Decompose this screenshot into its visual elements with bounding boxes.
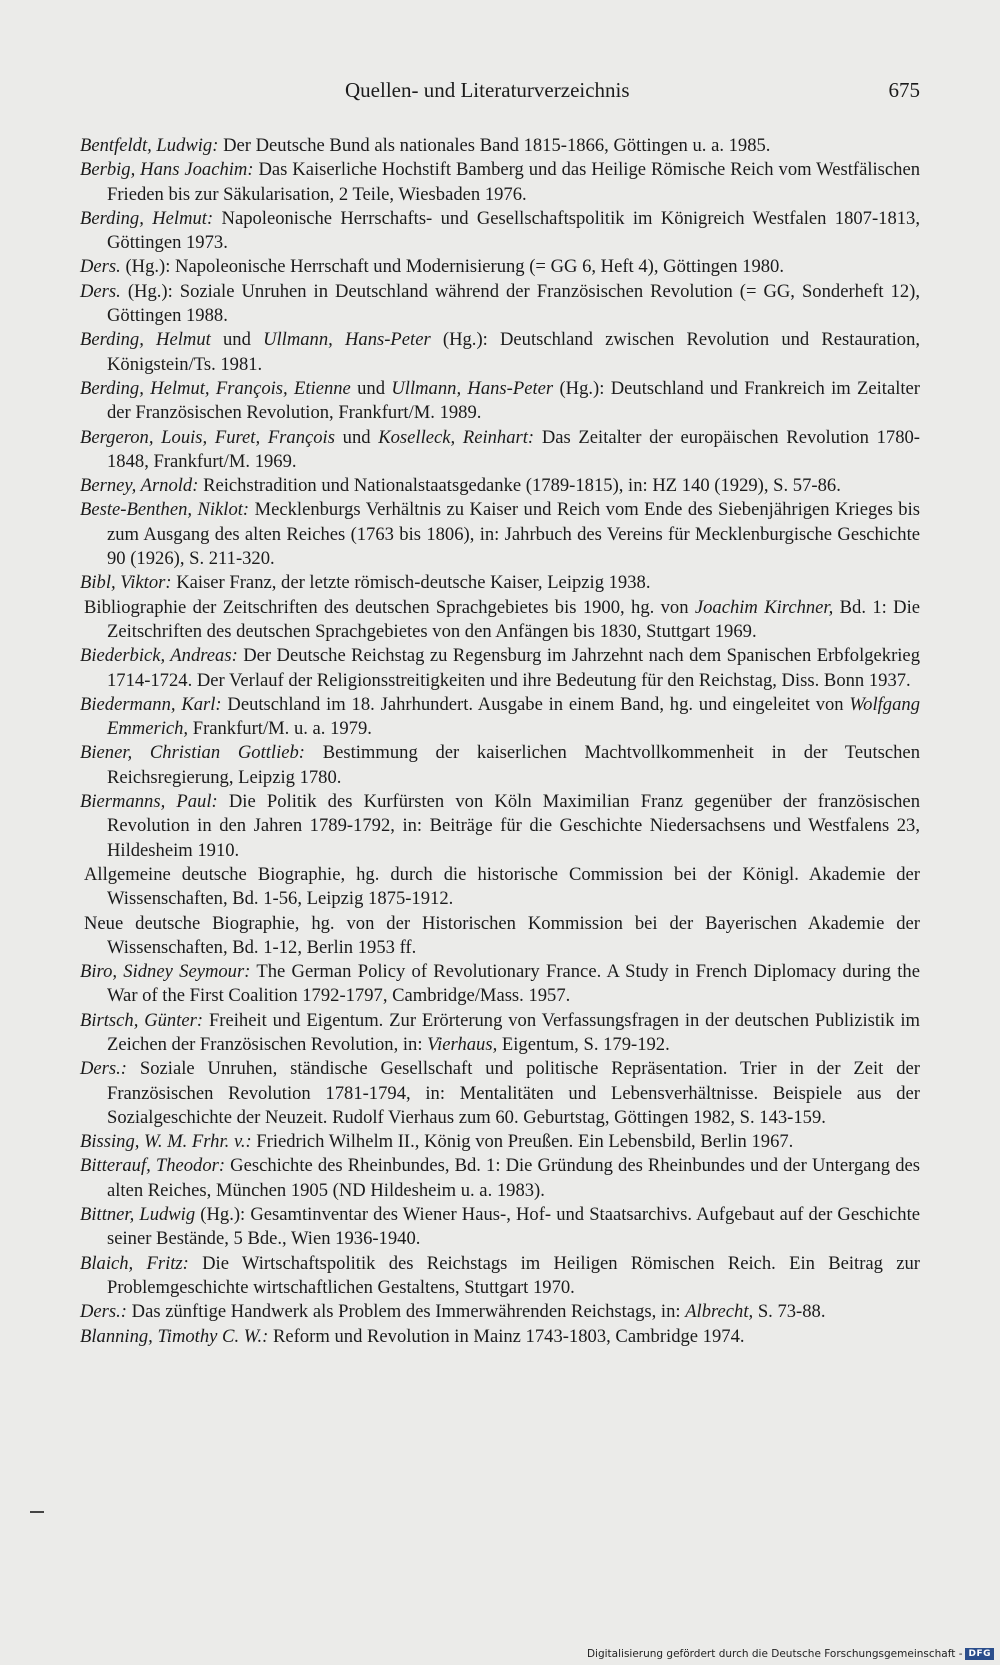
bibliography-entry	[80, 255, 920, 279]
bibliography-entry	[80, 134, 920, 158]
bibliography-entry	[80, 498, 920, 571]
entry-author: Albrecht,	[685, 1301, 754, 1323]
entry-text: und	[350, 377, 392, 399]
bibliography-entry	[80, 644, 920, 693]
entry-author: Bergeron, Louis, Furet, François	[80, 426, 335, 448]
bibliography-entry	[80, 960, 920, 1009]
entry-author: Berding, Helmut:	[80, 207, 214, 229]
bibliography-entry	[80, 1203, 920, 1252]
entry-text: Bd. 1: Die Zeitschriften des deutschen Sprachgebietes von den Anfängen bis 1830, Stuttgart 1969.	[107, 596, 920, 642]
page-number: 675	[888, 78, 920, 102]
entry-text: Das Zeitalter der europäischen Revolution 1780-1848, Frankfurt/M. 1969.	[107, 426, 920, 472]
bibliography-entry	[80, 1057, 920, 1130]
entry-author: Joachim Kirchner,	[694, 596, 834, 618]
entry-text: Bestimmung der kaiserlichen Machtvollkommenheit in der Teutschen Reichsregierung, Leipzig 1780.	[107, 742, 920, 788]
entry-text: Mecklenburgs Verhältnis zu Kaiser und Reich vom Ende des Siebenjährigen Krieges bis zum Ausgang des alten Reiches (1763 bis 1806), in: Jahrbuch des Vereins für Mecklenburgische Geschichte 90 (1926), S. 211-320.	[107, 499, 920, 570]
entry-author: Biederbick, Andreas:	[80, 645, 238, 667]
entry-text: Freiheit und Eigentum. Zur Erörterung von Verfassungsfragen in der deutschen Publizistik im Zeichen der Französischen Revolution, in:	[107, 1009, 920, 1055]
entry-text: S. 73-88.	[753, 1301, 826, 1323]
entry-author: Ullmann, Hans-Peter	[263, 329, 431, 351]
bibliography-entry	[80, 1300, 920, 1324]
bibliography-entry	[80, 426, 920, 475]
entry-text: Der Deutsche Bund als nationales Band 1815-1866, Göttingen u. a. 1985.	[218, 135, 771, 156]
bibliography-entry	[80, 790, 920, 863]
entry-author: Bittner, Ludwig	[80, 1204, 196, 1226]
entry-text: Allgemeine deutsche Biographie, hg. durch die historische Commission bei der Königl. Akademie der Wissenschaften, Bd. 1-56, Leipzig 1875-1912.	[84, 863, 920, 910]
entry-text: Geschichte des Rheinbundes, Bd. 1: Die Gründung des Rheinbundes und der Untergang des alten Reiches, München 1905 (ND Hildesheim u. a. 1983).	[107, 1155, 920, 1201]
entry-author: Koselleck, Reinhart:	[378, 426, 535, 448]
bibliography-entry	[80, 1154, 920, 1203]
entry-text: Reform und Revolution in Mainz 1743-1803, Cambridge 1974.	[268, 1325, 745, 1347]
dfg-logo: DFG	[965, 1648, 994, 1660]
entry-text: (Hg.): Deutschland zwischen Revolution und Restauration, Königstein/Ts. 1981.	[107, 329, 921, 375]
entry-author: Ders.:	[80, 1058, 127, 1080]
entry-author: Ders.:	[80, 1301, 127, 1323]
entry-author: Berney, Arnold:	[80, 475, 199, 497]
bibliography-entry	[80, 1252, 920, 1301]
entry-text: und	[210, 329, 264, 351]
entry-author: Berding, Helmut	[80, 329, 211, 351]
entry-author: Biedermann, Karl:	[80, 693, 222, 715]
bibliography-entry	[80, 207, 920, 256]
margin-mark	[30, 1511, 44, 1513]
digitization-footer	[587, 1648, 994, 1660]
bibliography-entry	[80, 328, 920, 377]
entry-text: Neue deutsche Biographie, hg. von der Historischen Kommission bei der Bayerischen Akademie der Wissenschaften, Bd. 1-12, Berlin 1953 ff.	[84, 912, 920, 958]
entry-text: (Hg.): Deutschland und Frankreich im Zeitalter der Französischen Revolution, Frankfurt/M. 1989.	[107, 377, 920, 424]
entry-author: Ders.	[80, 280, 121, 302]
bibliography-entry	[80, 571, 920, 595]
entry-text: The German Policy of Revolutionary France. A Study in French Diplomacy during the War of the First Coalition 1792-1797, Cambridge/Mass. 1957.	[107, 961, 920, 1007]
entry-text: (Hg.): Napoleonische Herrschaft und Modernisierung (= GG 6, Heft 4), Göttingen 1980.	[120, 256, 784, 278]
entry-author: Ullmann, Hans-Peter	[391, 377, 554, 399]
entry-author: Wolfgang Emmerich,	[107, 693, 920, 740]
entry-author: Beste-Benthen, Niklot:	[80, 499, 250, 521]
entry-text: Das zünftige Handwerk als Problem des Immerwährenden Reichstags, in:	[127, 1301, 686, 1323]
entry-text: (Hg.): Gesamtinventar des Wiener Haus-, Hof- und Staatsarchivs. Aufgebaut auf der Geschichte seiner Bestände, 5 Bde., Wien 1936-1940.	[107, 1204, 920, 1250]
bibliography-entry	[80, 741, 920, 790]
bibliography-entry	[80, 912, 920, 961]
entry-text: Eigentum, S. 179-192.	[497, 1033, 670, 1055]
bibliography-entry	[80, 693, 920, 742]
page-header	[80, 78, 920, 108]
entry-author: Berding, Helmut, François, Etienne	[80, 377, 351, 399]
entry-author: Bibl, Viktor:	[80, 572, 172, 594]
entry-author: Bitterauf, Theodor:	[80, 1155, 226, 1177]
entry-text: Soziale Unruhen, ständische Gesellschaft und politische Repräsentation. Trier in der Zeit der Französischen Revolution 1781-1794, in: Mentalitäten und Lebensverhältnisse. Beispiele aus der Sozialgeschichte der Neuzeit. Rudolf Vierhaus zum 60. Geburtstag, Göttingen 1982, S. 143-159.	[107, 1058, 920, 1128]
bibliography-entry	[80, 474, 920, 498]
entry-text: und	[334, 426, 379, 448]
entry-author: Bentfeldt, Ludwig:	[80, 135, 219, 156]
bibliography-entry	[80, 863, 920, 912]
bibliography-entry	[80, 280, 920, 329]
bibliography-entry	[80, 1325, 920, 1349]
entry-author: Vierhaus,	[427, 1033, 498, 1055]
entry-text: Bibliographie der Zeitschriften des deutschen Sprachgebietes bis 1900, hg. von	[84, 596, 695, 618]
entry-text: Friedrich Wilhelm II., König von Preußen. Ein Lebensbild, Berlin 1967.	[251, 1131, 794, 1153]
entry-author: Ders.	[80, 256, 121, 278]
bibliography-entry	[80, 596, 920, 645]
entry-text: Das Kaiserliche Hochstift Bamberg und das Heilige Römische Reich vom Westfälischen Frieden bis zur Säkularisation, 2 Teile, Wiesbaden 1976.	[107, 159, 920, 205]
entry-text: Frankfurt/M. u. a. 1979.	[188, 718, 372, 740]
entry-author: Biermanns, Paul:	[80, 791, 218, 813]
entry-author: Blanning, Timothy C. W.:	[80, 1325, 269, 1347]
bibliography-entry	[80, 377, 920, 426]
entry-text: Die Politik des Kurfürsten von Köln Maximilian Franz gegenüber der französischen Revolution in den Jahren 1789-1792, in: Beiträge für die Geschichte Niedersachsens und Westfalens 23, Hildesheim 1910.	[107, 791, 920, 861]
entry-author: Biener, Christian Gottlieb:	[80, 742, 305, 764]
entry-author: Berbig, Hans Joachim:	[80, 159, 254, 181]
entry-author: Biro, Sidney Seymour:	[80, 961, 251, 983]
bibliography-entry	[80, 1009, 920, 1058]
entry-text: Der Deutsche Reichstag zu Regensburg im Jahrzehnt nach dem Spanischen Erbfolgekrieg 1714-1724. Der Verlauf der Religionsstreitigkeiten und ihre Bedeutung für den Reichstag, Diss. Bonn 1937.	[107, 645, 920, 691]
entry-author: Birtsch, Günter:	[80, 1009, 204, 1031]
entry-text: Die Wirtschaftspolitik des Reichstags im Heiligen Römischen Reich. Ein Beitrag zur Problemgeschichte wirtschaftlichen Gestaltens, Stuttgart 1970.	[107, 1252, 920, 1298]
entry-text: Deutschland im 18. Jahrhundert. Ausgabe in einem Band, hg. und eingeleitet von	[221, 693, 850, 715]
footer-text: Digitalisierung gefördert durch die Deutsche Forschungsgemeinschaft -	[586, 1648, 963, 1660]
entry-author: Blaich, Fritz:	[80, 1252, 189, 1274]
entry-text: Napoleonische Herrschafts- und Gesellschaftspolitik im Königreich Westfalen 1807-1813, Göttingen 1973.	[107, 207, 920, 254]
entry-author: Bissing, W. M. Frhr. v.:	[80, 1131, 252, 1153]
entry-text: Kaiser Franz, der letzte römisch-deutsche Kaiser, Leipzig 1938.	[171, 572, 651, 594]
running-title: Quellen- und Literaturverzeichnis	[345, 78, 630, 102]
bibliography-entry	[80, 158, 920, 207]
bibliography-list	[80, 134, 920, 1349]
entry-text: Reichstradition und Nationalstaatsgedanke (1789-1815), in: HZ 140 (1929), S. 57-86.	[198, 475, 841, 497]
bibliography-entry	[80, 1130, 920, 1154]
entry-text: (Hg.): Soziale Unruhen in Deutschland während der Französischen Revolution (= GG, Sonderheft 12), Göttingen 1988.	[107, 280, 920, 327]
